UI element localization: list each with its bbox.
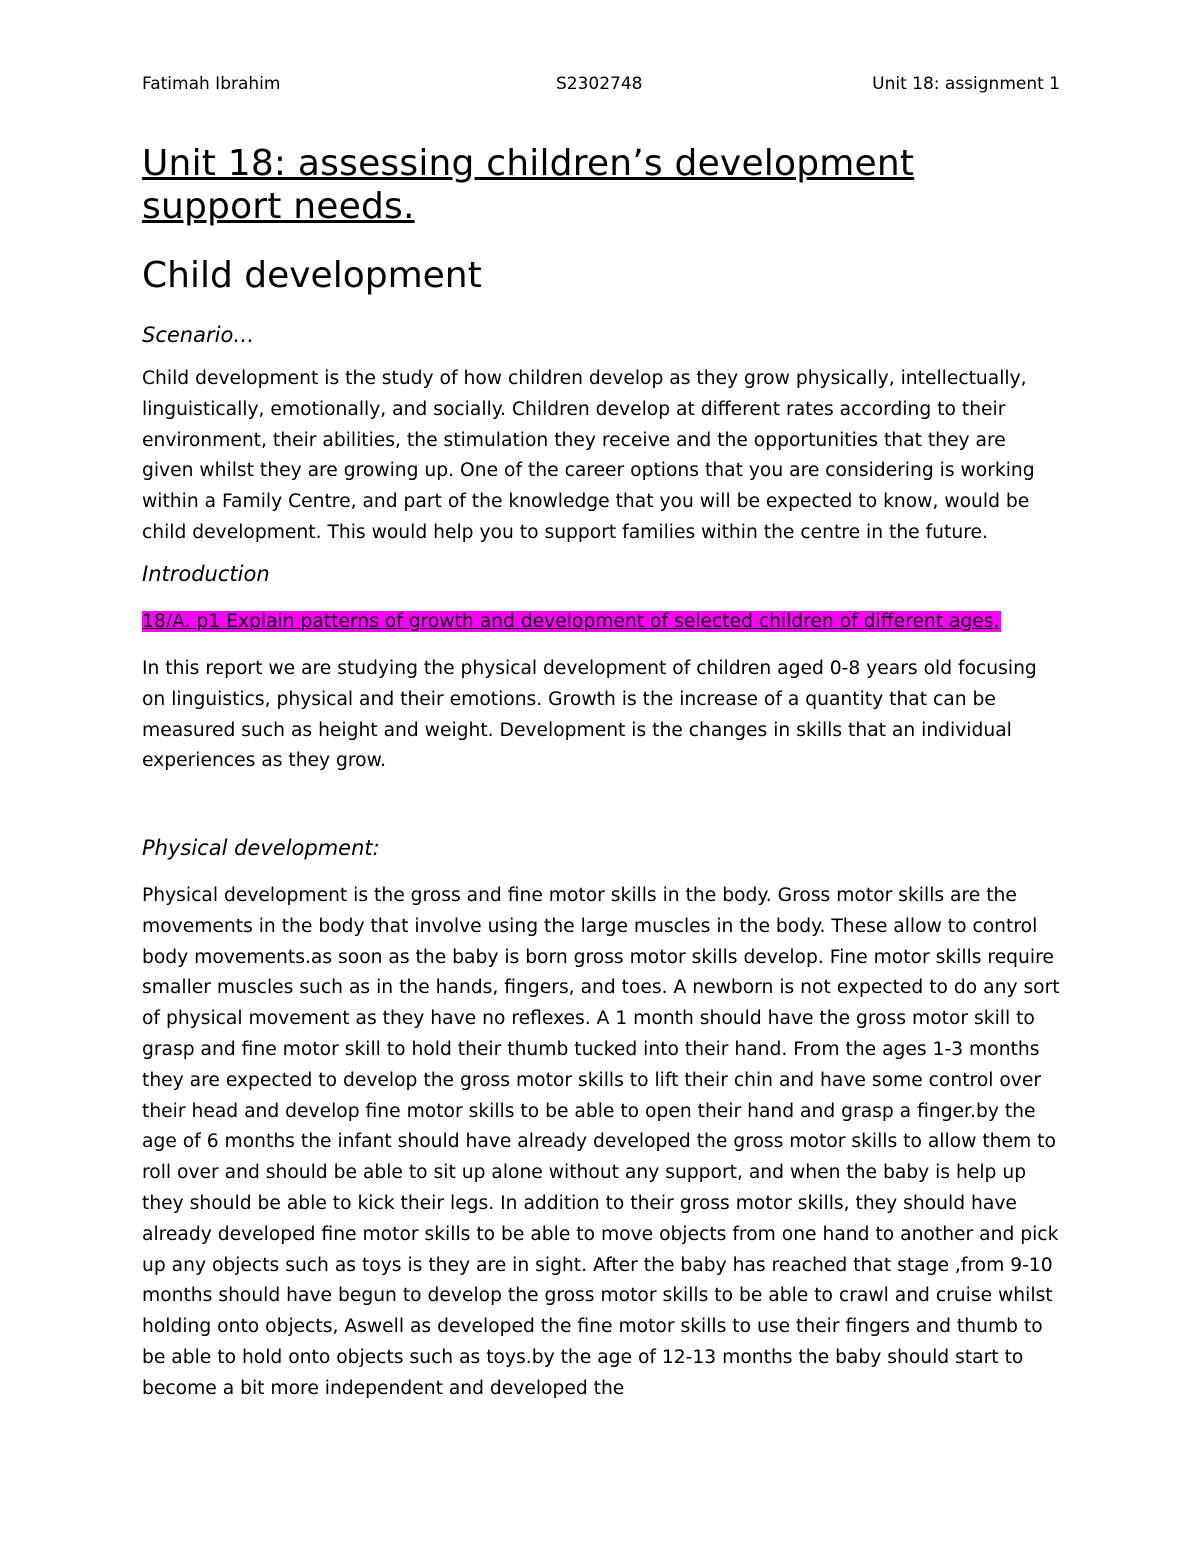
header-student-id: S2302748	[556, 74, 643, 94]
page-header	[142, 74, 1060, 98]
physical-development-heading: Physical development:	[142, 836, 380, 860]
header-unit: Unit 18: assignment 1	[872, 74, 1060, 94]
document-page	[142, 0, 1062, 1553]
scenario-paragraph: Child development is the study of how children develop as they grow physically, intellectually, linguistically, emotionally, and socially. Children develop at different rates according to their environment, their abilities, the stimulation they receive and the opportunities that they are given whilst they are growing up. One of the career options that you are considering is working within a Family Centre, and part of the knowledge that you will be expected to know, would be child development. This would help you to support families within the centre in the future.	[142, 368, 1035, 543]
introduction-heading: Introduction	[142, 562, 270, 586]
assessment-criterion	[142, 607, 1001, 637]
criterion-text: 18/A. p1 Explain patterns of growth and development of selected children of different ages.	[142, 611, 1000, 632]
physical-development-paragraph: Physical development is the gross and fine motor skills in the body. Gross motor skills are the movements in the body that involve using the large muscles in the body. These allow to control body movements.as soon as the baby is born gross motor skills develop. Fine motor skills require smaller muscles such as in the hands, fingers, and toes. A newborn is not expected to do any sort of physical movement as they have no reflexes. A 1 month should have the gross motor skill to grasp and fine motor skill to hold their thumb tucked into their hand. From the ages 1-3 months they are expected to develop the gross motor skills to lift their chin and have some control over their head and develop fine motor skills to be able to open their hand and grasp a finger.by the age of 6 months the infant should have already developed the gross motor skills to allow them to roll over and should be able to sit up alone without any support, and when the baby is help up they should be able to kick their legs. In addition to their gross motor skills, they should have already developed fine motor skills to be able to move objects from one hand to another and pick up any objects such as toys is they are in sight. After the baby has reached that stage ,from 9-10 months should have begun to develop the gross motor skills to be able to crawl and cruise whilst holding onto objects, Aswell as developed the fine motor skills to use their fingers and thumb to be able to hold onto objects such as toys.by the age of 12-13 months the baby should start to become a bit more independent and developed the	[142, 885, 1060, 1399]
scenario-heading: Scenario…	[142, 323, 255, 347]
document-title: Unit 18: assessing children’s development support needs.	[142, 143, 915, 227]
header-author: Fatimah Ibrahim	[142, 74, 281, 94]
introduction-paragraph: In this report we are studying the physical development of children aged 0-8 years old focusing on linguistics, physical and their emotions. Growth is the increase of a quantity that can be measured such as height and weight. Development is the changes in skills that an individual experiences as they grow.	[142, 658, 1037, 772]
document-subtitle: Child development	[142, 255, 482, 296]
